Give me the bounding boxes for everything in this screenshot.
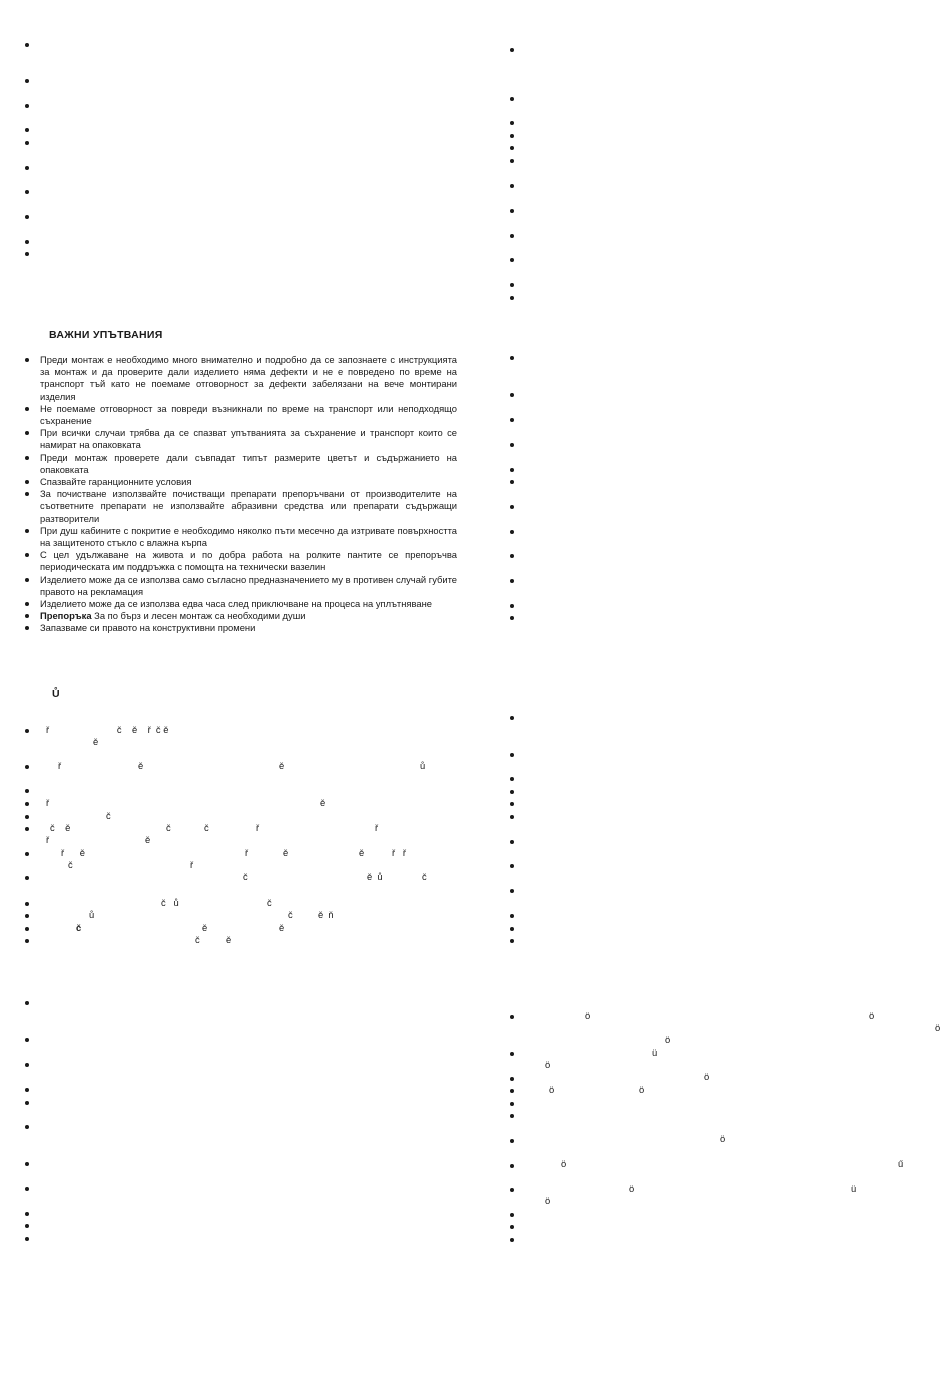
list-bullet [25, 927, 29, 931]
list-bullet [510, 914, 514, 918]
list-bullet [510, 480, 514, 484]
list-item: Преди монтаж проверете дали съвпадат типът размерите цветът и съдържанието на опаковката [40, 451, 457, 475]
list-bullet [510, 1164, 514, 1168]
list-bullet [510, 209, 514, 213]
list-item: Запазваме си правото на конструктивни промени [40, 622, 457, 634]
list-bullet [25, 914, 29, 918]
list-bullet [510, 802, 514, 806]
list-item: Не поемаме отговорност за повреди възникнали по време на транспорт или неподходящо съхранение [40, 402, 457, 427]
list-bullet [25, 1237, 29, 1241]
list-bullet [25, 876, 29, 880]
list-bullet [25, 43, 29, 47]
list-bullet [25, 1001, 29, 1005]
list-item: С цел удължаване на живота и по добра работа на ролките пантите се препоръчва периодическата им поддръжка с помощта на технически вазелин [40, 549, 457, 573]
list-bullet [25, 729, 29, 733]
list-bullet [510, 1114, 514, 1118]
list-bullet [25, 827, 29, 831]
list-item-recommendation: Препоръка За по бърз и лесен монтаж са необходими души [40, 610, 457, 622]
list-bullet [25, 252, 29, 256]
list-bullet [510, 604, 514, 608]
list-item: Изделието може да се използва само съгласно предназначението му в противен случай губите правото на рекламация [40, 573, 457, 597]
list-bullet [510, 505, 514, 509]
list-bullet [510, 296, 514, 300]
list-bullet [510, 790, 514, 794]
list-bullet [510, 554, 514, 558]
list-bullet [510, 1188, 514, 1192]
list-bullet [25, 852, 29, 856]
list-bullet [510, 443, 514, 447]
list-bullet [25, 1187, 29, 1191]
list-bullet [510, 777, 514, 781]
list-bullet [510, 418, 514, 422]
list-bullet [510, 393, 514, 397]
list-bullet [25, 190, 29, 194]
list-bullet [510, 1225, 514, 1229]
list-bullet [510, 1077, 514, 1081]
list-bullet [510, 753, 514, 757]
list-bullet [510, 234, 514, 238]
list-bullet [510, 864, 514, 868]
list-bullet [510, 927, 514, 931]
list-bullet [25, 141, 29, 145]
list-bullet [510, 159, 514, 163]
list-bullet [510, 1089, 514, 1093]
list-item: Изделието може да се използва едва часа след приключване на процеса на уплътняване [40, 598, 457, 610]
list-bullet [25, 79, 29, 83]
list-bullet [510, 1139, 514, 1143]
list-item: Спазвайте гаранционните условия [40, 476, 457, 488]
list-bullet [25, 765, 29, 769]
list-bullet [25, 939, 29, 943]
list-bullet [510, 1052, 514, 1056]
list-bullet [510, 716, 514, 720]
list-bullet [25, 1162, 29, 1166]
list-bullet [510, 283, 514, 287]
list-bullet [510, 579, 514, 583]
list-bullet [510, 258, 514, 262]
list-bullet [510, 889, 514, 893]
list-bullet [510, 939, 514, 943]
section-heading-important: ВАЖНИ УПЪТВАНИЯ [49, 329, 163, 341]
list-bullet [25, 1125, 29, 1129]
list-bullet [510, 616, 514, 620]
list-bullet [510, 134, 514, 138]
list-bullet [510, 1102, 514, 1106]
list-bullet [510, 468, 514, 472]
list-bullet [25, 215, 29, 219]
list-bullet [25, 1101, 29, 1105]
list-item: При всички случаи трябва да се спазват упътванията за съхранение и транспорт които се намират на опаковката [40, 427, 457, 451]
list-bullet [25, 902, 29, 906]
list-bullet [25, 789, 29, 793]
list-item: За почистване използвайте почистващи препарати препоръчвани от производителите на съответните препарати не използвайте абразивни средства или препарати съдържащи разтворители [40, 488, 457, 524]
list-bullet [510, 840, 514, 844]
list-item: Преди монтаж е необходимо много внимателно и подробно да се запознаете с инструкцията за монтаж и да проверите дали изделието няма дефекти и не е повредено по време на транспорт тъй като не поемаме отговорност за дефекти забелязани на вече монтирани изделия [40, 354, 457, 402]
list-bullet [510, 1238, 514, 1242]
list-bullet [510, 530, 514, 534]
list-bullet [25, 166, 29, 170]
list-bullet [25, 104, 29, 108]
list-bullet [25, 1212, 29, 1216]
list-bullet [510, 356, 514, 360]
list-bullet [510, 184, 514, 188]
list-bullet [25, 815, 29, 819]
list-item: При душ кабините с покритие е необходимо няколко пъти месечно да изтривате повърхността на защитеното стъкло с влажна кърпа [40, 524, 457, 549]
list-bullet [25, 1038, 29, 1042]
list-bullet [510, 1015, 514, 1019]
section-heading-czech: Ů [52, 688, 60, 700]
list-bullet [25, 1088, 29, 1092]
important-list [40, 354, 457, 635]
list-bullet [25, 1063, 29, 1067]
list-bullet [510, 815, 514, 819]
list-bullet [510, 121, 514, 125]
list-bullet [25, 802, 29, 806]
list-bullet [510, 1213, 514, 1217]
list-bullet [510, 146, 514, 150]
recommendation-label: Препоръка [40, 610, 92, 622]
list-bullet [25, 240, 29, 244]
list-bullet [25, 1224, 29, 1228]
list-bullet [510, 48, 514, 52]
list-bullet [510, 97, 514, 101]
list-bullet [25, 128, 29, 132]
